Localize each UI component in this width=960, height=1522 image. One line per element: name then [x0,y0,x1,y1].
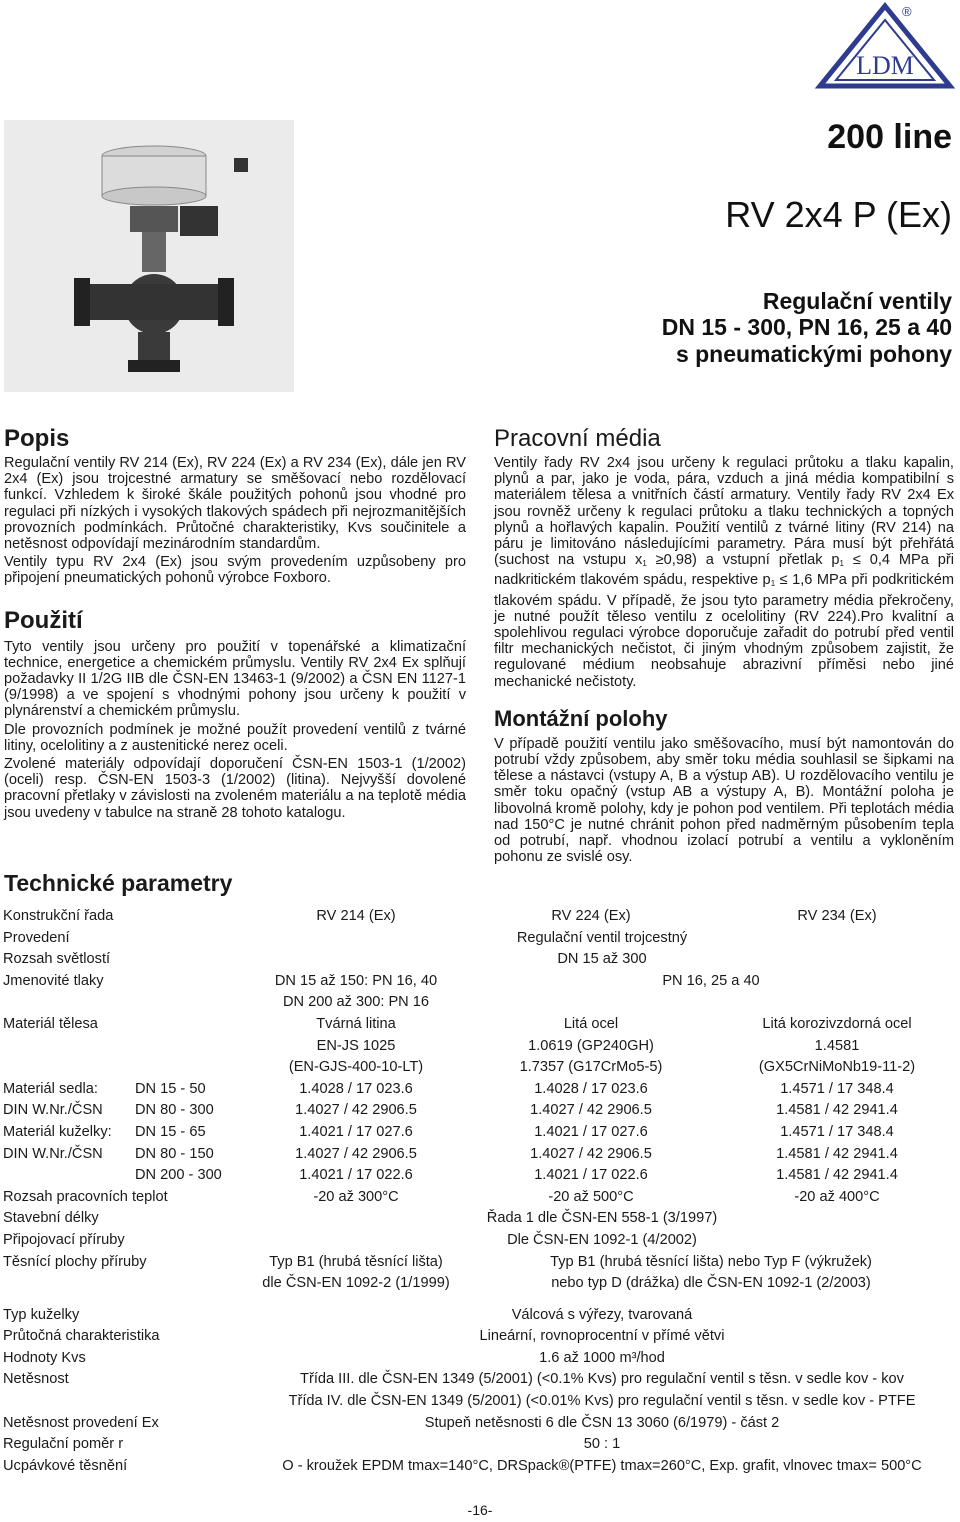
table-cell: EN-JS 1025 [316,1037,396,1054]
section-title-popis: Popis [4,425,70,452]
table-cell: Rozsah pracovních teplot [3,1188,168,1205]
table-cell: Hodnoty Kvs [3,1349,86,1366]
table-cell: Regulační ventil trojcestný [516,929,688,946]
table-cell: -20 až 400°C [794,1188,880,1205]
table-cell: Tvárná litina [316,1015,396,1032]
table-row [3,971,957,993]
media-text [494,455,954,690]
table-row [3,1144,957,1166]
table-cell: Připojovací příruby [3,1231,125,1248]
table-row [3,1122,957,1144]
table-cell: 1.4571 / 17 348.4 [780,1080,894,1097]
table-row [3,1295,957,1305]
table-cell: 1.4027 / 42 2906.5 [530,1102,652,1119]
table-cell: DN 80 - 150 [135,1145,214,1162]
media-paragraph [494,455,954,690]
table-row [3,928,957,950]
table-cell: Litá korozivzdorná ocel [762,1015,912,1032]
table-cell: Stupeň netěsnosti 6 dle ČSN 13 3060 (6/1979) - část 2 [424,1414,780,1431]
table-cell: Netěsnost provedení Ex [3,1414,159,1431]
pouziti-paragraph-2: Dle provozních podmínek je možné použít provedení ventilů z tvárné litiny, ocelolitiny a z austenitické nerez oceli. [4,721,466,754]
table-row [3,1273,957,1295]
subtitle-line-2: DN 15 - 300, PN 16, 25 a 40 [661,314,952,340]
page-number: -16- [467,1502,493,1518]
media-le-sign-2: ≤ [779,572,788,589]
table-cell: 1.4581 [814,1037,860,1054]
table-cell: RV 234 (Ex) [797,908,877,924]
table-cell: Typ B1 (hrubá těsnící lišta) [269,1253,443,1270]
table-cell: PN 16, 25 a 40 [662,972,760,989]
table-cell: -20 až 300°C [313,1188,399,1205]
table-cell: (EN-GJS-400-10-LT) [288,1059,424,1076]
table-row [3,1036,957,1058]
table-row [3,906,957,928]
table-row [3,949,957,971]
table-cell: Regulační poměr r [3,1436,124,1453]
media-ge-sign: ≥ [655,552,664,569]
table-cell: RV 214 (Ex) [316,908,396,924]
table-cell: Válcová s výřezy, tvarovaná [511,1306,693,1323]
montaz-paragraph: V případě použití ventilu jako směšovacího, musí být namontován do potrubí vždy způsobem, aby směr toku média souhlasil se šipkami na tělese a nástavci (vstupy A, B a výstup AB). U rozdělovacího ventilu je směr toku opačný (vstup AB a výstupy A, B). Montážní poloha je libovolná kromě polohy, kdy je pohon pod ventilem. Při teplotách média nad 150°C je nutné chránit pohon před nadměrným působením tepla od potrubí, např. vhodnou izolací potrubí a ventilu a vykloněním pohonu ze svislé osy. [494,735,954,866]
table-cell: Konstrukční řada [3,908,114,924]
table-cell: Třída III. dle ČSN-EN 1349 (5/2001) (<0.1% Kvs) pro regulační ventil s těsn. v sedle kov - kov [300,1371,904,1388]
table-cell: Lineární, rovnoprocentní v přímé větvi [479,1328,725,1345]
table-cell: 1.6 až 1000 m³/hod [539,1349,665,1366]
pouziti-paragraph-3: Zvolené materiály odpovídají doporučení ČSN-EN 1503-1 (1/2002) (oceli) resp. ČSN-EN 1503-3 (1/2002) (litina). Nejvyšší dovolené pracovní přetlaky v závislosti na zvoleném materiálu a na teplotě média jsou uvedeny v tabulce na straně 28 tohoto katalogu. [4,756,466,821]
media-le-sign-1: ≤ [852,552,861,569]
table-cell: 1.4027 / 42 2906.5 [295,1145,417,1162]
montaz-text [494,736,954,866]
popis-text [4,455,466,587]
table-row [3,1305,957,1327]
table-row [3,1326,957,1348]
subtitle-line-1: Regulační ventily [762,288,952,314]
section-title-montaz: Montážní polohy [494,705,668,731]
table-cell: 1.4021 / 17 022.6 [299,1167,413,1184]
popis-paragraph-1: Regulační ventily RV 214 (Ex), RV 224 (Ex) a RV 234 (Ex), dále jen RV 2x4 (Ex) jsou trojcestné armatury se směšovací nebo rozdělovací funkcí. Vzhledem k široké škále použitých pohonů jsou vhodné pro regulaci při nízkých i vysokých tlakových spádech při nejrozmanitějších provozních podmínkách. Průtočné charakteristiky, Kvs součinitele a netěsnost odpovídají mezinárodním standardům. [4,455,466,553]
table-cell: Průtočná charakteristika [3,1328,160,1345]
right-column [494,425,954,866]
table-cell: 1.4581 / 42 2941.4 [776,1167,898,1184]
table-row [3,1187,957,1209]
media-text-part-1: Ventily řady RV 2x4 jsou určeny k regulaci průtoku a tlaku kapalin, plynů a par, jako je voda, pára, vzduch a jiná média kompatibilní s materiálem tělesa a vnitřních částí armatury. Ventily řady RV 2x4 Ex jsou rovněž určeny k regulaci průtoku a tlaku technických a topných plynů a hořlavých kapalin. Použití ventilů z tvárné litiny (RV 214) na páru je limitováno následujícími parametry. Pára musí být přehřátá (suchost na vstupu x [494,455,954,569]
table-cell: Těsnící plochy příruby [3,1253,147,1270]
table-cell: Jmenovité tlaky [3,972,104,989]
tech-params-table [3,906,957,1477]
pouziti-paragraph-1: Tyto ventily jsou určeny pro použití v topenářské a klimatizační technice, energetice a chemickém průmyslu. Ventily RV 2x4 Ex splňují požadavky II 1/2G IIB dle ČSN-EN 13463-1 (9/2002) a ČSN EN 1127-1 (9/1998) a ve spojení s vhodnými pohony jsou určeny k použití v plynárenství a chemickém průmyslu. [4,638,466,720]
table-cell: 50 : 1 [583,1436,621,1453]
table-cell [3,1391,247,1413]
table-row [3,1369,957,1391]
table-cell: 1.7357 (G17CrMo5-5) [519,1059,663,1076]
table-cell [3,992,247,1014]
table-cell: 1.4021 / 17 027.6 [299,1123,413,1140]
table-cell: DN 80 - 300 [135,1102,214,1119]
table-cell: DN 15 - 65 [135,1123,206,1140]
table-cell: Dle ČSN-EN 1092-1 (4/2002) [507,1231,697,1248]
product-line: 200 line [827,118,952,156]
table-cell: 1.4021 / 17 027.6 [534,1123,648,1140]
media-text-part-2: 0,98) a vstupní přetlak p [663,552,840,569]
media-text-part-4: 1,6 MPa při podkritickém tlakovém spádu. V případě, že jsou tyto parametry média překročeny, je nutné použít těleso ventilu z ocelolitiny (RV 224).Pro kvalitní a spolehlivou regulaci výrobce doporučuje zařadit do potrubí před ventil filtr mechanických nečistot, či jiným vhodným způsobem zajistit, že regulované médium neobsahuje abrazivní příměsi nebo jiné mechanické nečistoty. [494,572,954,690]
table-row [3,1014,957,1036]
table-cell: 1.4581 / 42 2941.4 [776,1102,898,1119]
table-cell: Litá ocel [563,1015,619,1032]
pouziti-text [4,639,466,821]
table-row [3,1434,957,1456]
subtitle-line-3: s pneumatickými pohony [675,341,952,367]
table-row [3,1348,957,1370]
table-cell [3,1036,247,1058]
table-cell: DN 200 - 300 [135,1167,222,1184]
media-sub-p2: 1 [770,579,776,589]
table-cell: Netěsnost [3,1371,69,1388]
table-cell: dle ČSN-EN 1092-2 (1/1999) [262,1275,450,1292]
table-row [3,1413,957,1435]
logo-reg-mark: ® [902,4,912,19]
table-cell: 1.4028 / 17 023.6 [299,1080,413,1097]
table-cell: -20 až 500°C [548,1188,634,1205]
media-sub-p1: 1 [839,559,844,569]
table-row [3,1079,957,1101]
table-row [3,992,957,1014]
section-title-media: Pracovní média [494,425,661,452]
table-cell: DN 15 - 50 [135,1080,206,1097]
table-cell: 1.4028 / 17 023.6 [534,1080,648,1097]
popis-paragraph-2: Ventily typu RV 2x4 (Ex) jsou svým provedením uzpůsobeny pro připojení pneumatických pohonů výrobce Foxboro. [4,554,466,587]
table-cell: Provedení [3,929,70,946]
table-cell: O - kroužek EPDM tmax=140°C, DRSpack®(PTFE) tmax=260°C, Exp. grafit, vlnovec tmax= 500°C [282,1457,922,1474]
table-row [3,1230,957,1252]
logo-text: LDM [856,51,914,80]
table-row [3,1456,957,1478]
table-cell: Řada 1 dle ČSN-EN 558-1 (3/1997) [486,1210,718,1227]
table-cell: Ucpávkové těsnění [3,1457,128,1474]
table-row [3,1057,957,1079]
table-cell: Materiál kuželky: [3,1123,112,1140]
table-cell: 1.4581 / 42 2941.4 [776,1145,898,1162]
table-cell: 1.4021 / 17 022.6 [534,1167,648,1184]
left-column [4,425,466,821]
tech-params-body [3,906,957,1477]
model-title: RV 2x4 P (Ex) [725,194,952,235]
table-cell [3,1273,247,1295]
table-cell: 1.4571 / 17 348.4 [780,1123,894,1140]
table-cell: Materiál tělesa [3,1015,98,1032]
table-cell [3,1057,247,1079]
table-cell: Typ B1 (hrubá těsnící lišta) nebo Typ F (výkružek) [550,1253,872,1270]
table-cell: 1.4027 / 42 2906.5 [295,1102,417,1119]
table-cell [465,992,957,1014]
table-cell: 1.0619 (GP240GH) [528,1037,654,1054]
product-photo [4,120,294,392]
table-cell: RV 224 (Ex) [551,908,631,924]
table-cell: DIN W.Nr./ČSN [3,1102,103,1119]
table-row [3,1100,957,1122]
table-cell [3,1165,135,1187]
table-row [3,1252,957,1274]
ldm-logo [812,2,958,90]
media-text-part-3: 0,4 MPa při nadkritickém tlakovém spádu, respektive p [494,552,954,589]
table-cell: (GX5CrNiMoNb19-11-2) [758,1059,916,1076]
table-cell: DIN W.Nr./ČSN [3,1145,103,1162]
section-title-tech: Technické parametry [4,870,233,896]
table-row [3,1391,957,1413]
table-cell: Rozsah světlostí [3,951,111,968]
table-cell: DN 200 až 300: PN 16 [282,994,430,1011]
table-row [3,1208,957,1230]
media-sub-x: 1 [642,559,647,569]
table-cell: nebo typ D (drážka) dle ČSN-EN 1092-1 (2/2003) [551,1275,871,1292]
table-cell: 1.4027 / 42 2906.5 [530,1145,652,1162]
table-cell: Materiál sedla: [3,1080,98,1097]
table-cell: DN 15 až 300 [557,951,647,968]
table-cell: Třída IV. dle ČSN-EN 1349 (5/2001) (<0.01% Kvs) pro regulační ventil s těsn. v sedle kov - PTFE [288,1393,916,1410]
table-cell: Typ kuželky [3,1306,80,1323]
table-cell: Stavební délky [3,1210,99,1227]
table-row [3,1165,957,1187]
table-cell: DN 15 až 150: PN 16, 40 [274,972,438,989]
section-title-pouziti: Použití [4,606,83,634]
